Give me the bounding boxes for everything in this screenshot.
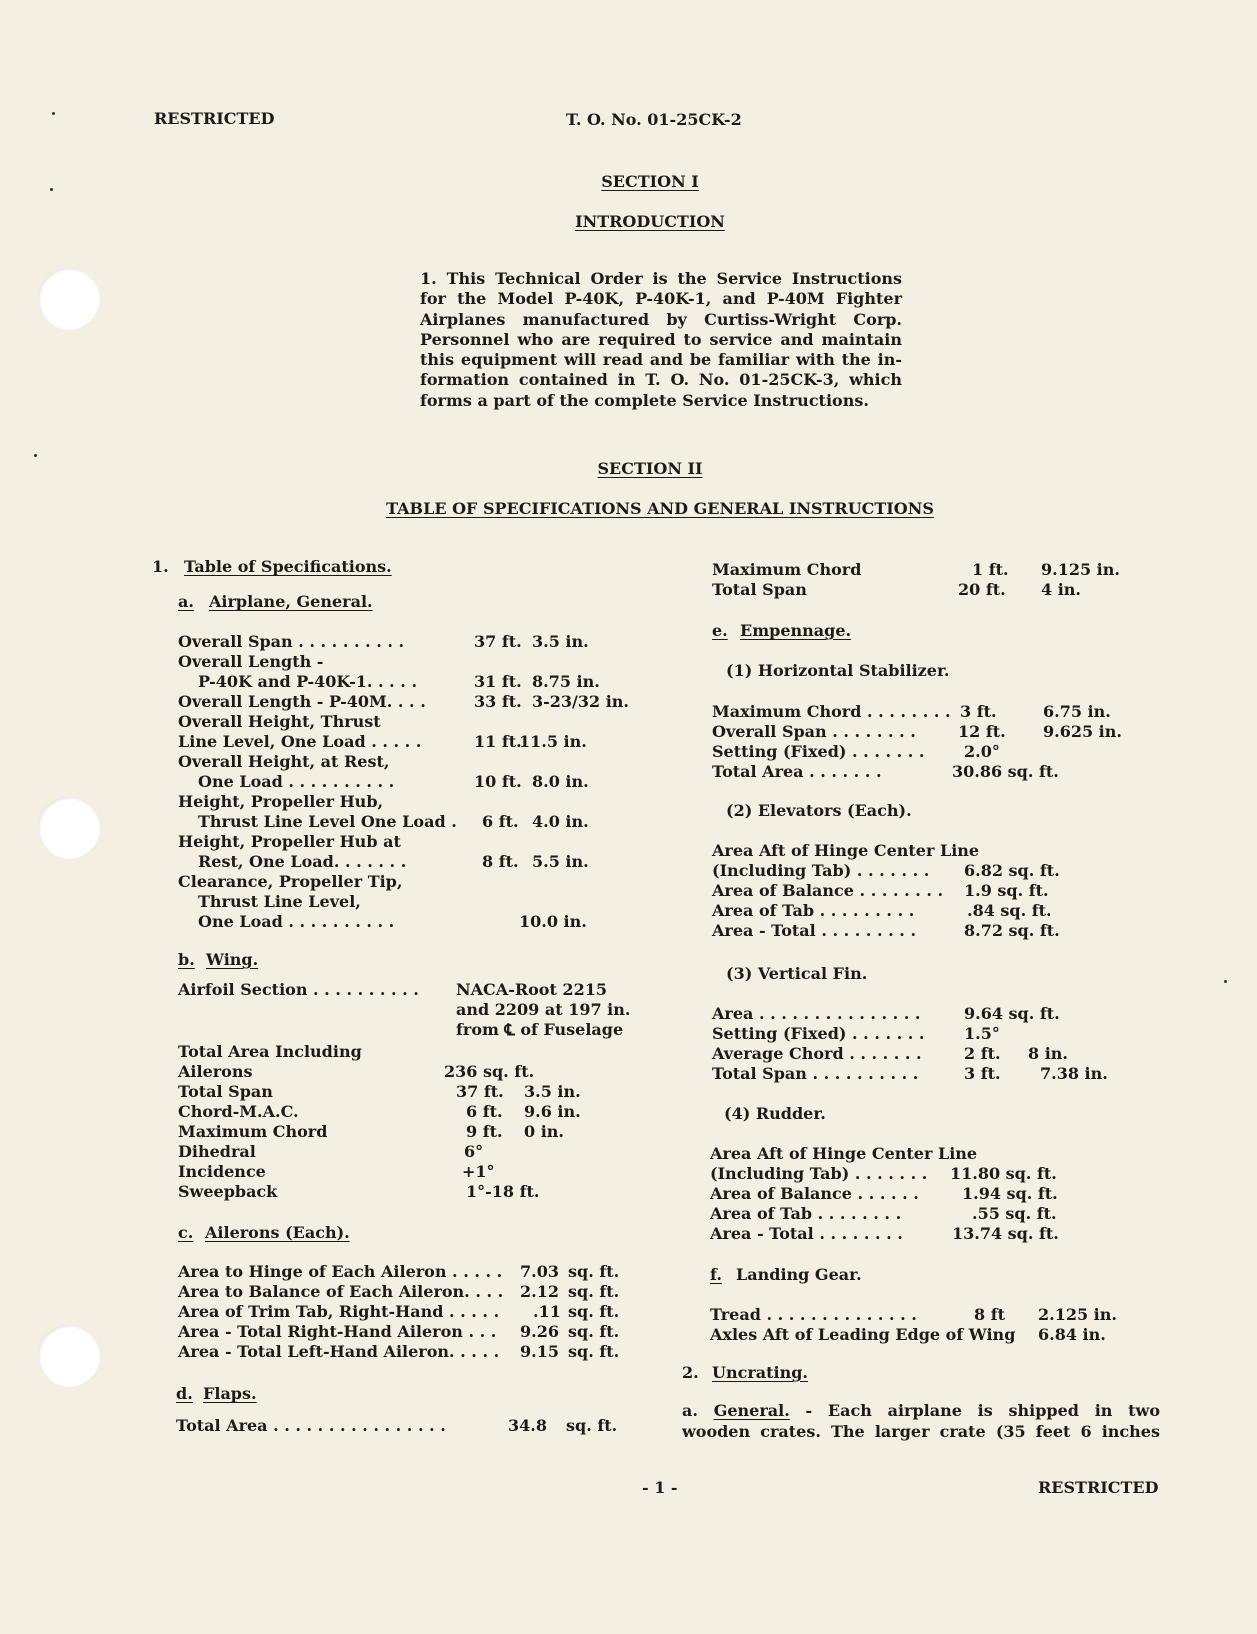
spec-value: 6.84 in. [1038,1325,1106,1344]
ink-speck [1224,980,1227,983]
spec-unit: sq. ft. [568,1302,620,1321]
spec-value: 7.38 in. [1040,1064,1108,1083]
spec-row [712,762,1132,782]
spec-label: (Including Tab) . . . . . . . [710,1164,928,1183]
uncrating-title: Uncrating. [712,1363,808,1382]
spec-row [178,1102,618,1122]
spec-f-title: Landing Gear. [736,1265,862,1284]
spec-label: Average Chord . . . . . . . [712,1044,922,1063]
spec-row [710,1305,1140,1325]
spec-e-letter: e. [712,621,728,640]
spec-d-title: Flaps. [203,1384,257,1403]
spec-label: Overall Length - P-40M. . . . [178,692,426,711]
header-restricted: RESTRICTED [154,109,275,128]
spec-b-title: Wing. [206,950,259,969]
spec-value: from ℄ of Fuselage [456,1020,624,1039]
spec-value: 13.74 sq. ft. [952,1224,1059,1243]
spec-unit: sq. ft. [568,1322,620,1341]
spec-value: 236 sq. ft. [444,1062,535,1081]
uncrating-paragraph [682,1400,1160,1442]
ink-speck [52,112,55,115]
spec-label: Maximum Chord [178,1122,328,1141]
spec-row [178,872,618,892]
spec-label: Ailerons [178,1062,253,1081]
intro-line: Airplanes manufactured by Curtiss-Wright Corp. [420,309,902,329]
spec-c-title: Ailerons (Each). [205,1223,350,1242]
spec-row [176,1416,626,1436]
intro-line: this equipment will read and be familiar with the in- [420,350,902,370]
uncrating-a-title: General. [713,1401,790,1420]
spec-row [178,1042,618,1062]
spec-value: 4.0 in. [532,812,589,831]
spec-value: 31 ft. [474,672,522,691]
spec-value: 8 in. [1028,1044,1068,1063]
spec-label: Thrust Line Level, [198,892,361,911]
spec-value: 7.03 [520,1262,559,1281]
spec-label: One Load . . . . . . . . . . [198,912,395,931]
section-1-title: INTRODUCTION [575,212,725,231]
spec-value: 1°-18 ft. [466,1182,540,1201]
spec-row [178,812,618,832]
spec-value: .11 [533,1302,561,1321]
punch-hole [38,1325,100,1387]
spec-value: .55 sq. ft. [972,1204,1057,1223]
spec-value: 9.6 in. [524,1102,581,1121]
spec-label: Total Span [178,1082,273,1101]
spec-row [178,1282,628,1302]
spec-value: 1.94 sq. ft. [962,1184,1058,1203]
spec-label: Area of Balance . . . . . . [710,1184,919,1203]
spec-label: Overall Height, Thrust [178,712,381,731]
spec-label: Dihedral [178,1142,256,1161]
spec-value: 8.72 sq. ft. [964,921,1060,940]
vertical-fin-title: (3) Vertical Fin. [726,964,868,983]
spec-label: Maximum Chord [712,560,862,579]
spec-row [712,1064,1132,1084]
spec-row [712,1004,1132,1024]
spec-label: Total Span . . . . . . . . . . [712,1064,919,1083]
spec-value: 5.5 in. [532,852,589,871]
spec-row [178,1162,618,1182]
spec-row [178,712,618,732]
spec-row [178,912,618,932]
spec-unit: sq. ft. [568,1342,620,1361]
footer-restricted: RESTRICTED [1038,1478,1159,1497]
spec-label: Tread . . . . . . . . . . . . . . [710,1305,917,1324]
spec-row [178,1000,638,1020]
spec-value: 34.8 [508,1416,547,1435]
spec-row [710,1164,1130,1184]
spec-row [712,742,1132,762]
spec-row [178,1020,638,1040]
spec-value: 20 ft. [958,580,1006,599]
spec-row [178,752,618,772]
spec-row [712,841,1132,861]
uncrating-a-text: - Each airplane is shipped in two [789,1401,1160,1420]
spec-value: 33 ft. [474,692,522,711]
spec-label: Area Aft of Hinge Center Line [710,1144,978,1163]
intro-line: forms a part of the complete Service Instructions. [420,390,869,410]
spec-value: 2.0° [964,742,1000,761]
spec-label: Airfoil Section . . . . . . . . . . [178,980,419,999]
spec-label: Area Aft of Hinge Center Line [712,841,980,860]
spec-row [178,1322,628,1342]
punch-hole [38,268,100,330]
uncrating-a-letter: a. [682,1401,698,1420]
spec-row [178,852,618,872]
punch-hole [38,797,100,859]
spec-label: Height, Propeller Hub at [178,832,401,851]
spec-label: Setting (Fixed) . . . . . . . [712,742,925,761]
spec-value: 6 ft. [482,812,519,831]
spec-value: 1.5° [964,1024,1000,1043]
spec-value: 4 in. [1041,580,1081,599]
page-number: - 1 - [642,1478,678,1497]
spec-label: Thrust Line Level One Load . [198,812,457,831]
spec-row [178,1142,618,1162]
spec-label: Axles Aft of Leading Edge of Wing [710,1325,1016,1344]
spec-row [712,881,1132,901]
spec-row [178,792,618,812]
spec-row [710,1325,1140,1345]
spec-b-letter: b. [178,950,195,969]
spec-a-title: Airplane, General. [209,592,373,611]
spec-value: 2 ft. [964,1044,1001,1063]
spec-e-title: Empennage. [740,621,852,640]
spec-number: 1. [152,557,169,576]
spec-row [178,1062,618,1082]
spec-value: NACA-Root 2215 [456,980,607,999]
spec-value: 6.75 in. [1043,702,1111,721]
spec-row [712,702,1132,722]
spec-value: 9.26 [520,1322,559,1341]
spec-label: Area - Total . . . . . . . . [710,1224,903,1243]
spec-label: Line Level, One Load . . . . . [178,732,422,751]
rudder-title: (4) Rudder. [724,1104,826,1123]
spec-label: Area - Total Right-Hand Aileron . . . [178,1322,497,1341]
spec-row [178,632,618,652]
spec-value: 11.80 sq. ft. [950,1164,1057,1183]
spec-c-letter: c. [178,1223,194,1242]
spec-label: Overall Length - [178,652,324,671]
intro-line: Personnel who are required to service and maintain [420,329,902,349]
spec-row [178,772,618,792]
spec-row [178,692,638,712]
spec-label: (Including Tab) . . . . . . . [712,861,930,880]
spec-value: 1 ft. [972,560,1009,579]
spec-value: 11 ft. [474,732,522,751]
spec-label: Area of Trim Tab, Right-Hand . . . . . [178,1302,500,1321]
spec-row [712,560,1132,580]
spec-label: P-40K and P-40K-1. . . . . [198,672,418,691]
spec-value: 11.5 in. [519,732,587,751]
ink-speck [34,454,37,457]
spec-unit: sq. ft. [568,1262,620,1281]
spec-value: 37 ft. [474,632,522,651]
spec-value: 3.5 in. [532,632,589,651]
spec-row [178,1302,628,1322]
spec-value: 2.125 in. [1038,1305,1117,1324]
spec-label: Area of Tab . . . . . . . . [710,1204,902,1223]
spec-label: One Load . . . . . . . . . . [198,772,395,791]
spec-label: Total Area . . . . . . . . . . . . . . . . [176,1416,446,1435]
spec-row [178,892,618,912]
spec-label: Setting (Fixed) . . . . . . . [712,1024,925,1043]
spec-row [178,1182,618,1202]
spec-value: 3 ft. [964,1064,1001,1083]
spec-value: 10 ft. [474,772,522,791]
spec-value: 30.86 sq. ft. [952,762,1059,781]
spec-label: Area . . . . . . . . . . . . . . . [712,1004,921,1023]
spec-row [178,832,618,852]
spec-value: 9 ft. [466,1122,503,1141]
spec-label: Area to Balance of Each Aileron. . . . [178,1282,504,1301]
spec-value: 8 ft. [482,852,519,871]
spec-row [712,901,1132,921]
spec-d-letter: d. [176,1384,193,1403]
ink-speck [50,188,53,191]
intro-line: 1. This Technical Order is the Service Instructions [420,269,902,288]
spec-value: 3.5 in. [524,1082,581,1101]
spec-a-letter: a. [178,592,194,611]
spec-row [710,1144,1130,1164]
spec-label: Area of Balance . . . . . . . . [712,881,944,900]
spec-row [178,672,618,692]
spec-label: Total Span [712,580,807,599]
spec-value: 8 ft [974,1305,1005,1324]
section-2-title: TABLE OF SPECIFICATIONS AND GENERAL INSTRUCTIONS [386,499,934,518]
spec-label: Area - Total . . . . . . . . . [712,921,917,940]
spec-label: Area to Hinge of Each Aileron . . . . . [178,1262,503,1281]
spec-value: and 2209 at 197 in. [456,1000,631,1019]
spec-label: Area of Tab . . . . . . . . . [712,901,915,920]
horizontal-stabilizer-title: (1) Horizontal Stabilizer. [726,661,950,680]
spec-label: Height, Propeller Hub, [178,792,384,811]
spec-label: Total Area Including [178,1042,362,1061]
introduction-paragraph [420,269,902,411]
spec-label: Sweepback [178,1182,278,1201]
spec-value: 9.15 [520,1342,559,1361]
uncrating-line: wooden crates. The larger crate (35 feet 6 inches [682,1422,1160,1441]
spec-value: 2.12 [520,1282,559,1301]
spec-label: Overall Height, at Rest, [178,752,390,771]
spec-value: 6° [464,1142,484,1161]
uncrating-number: 2. [682,1363,699,1382]
spec-label: Total Area . . . . . . . [712,762,882,781]
spec-value: 9.125 in. [1041,560,1120,579]
spec-value: 3 ft. [960,702,997,721]
spec-unit: sq. ft. [566,1416,618,1435]
spec-row [178,1122,618,1142]
spec-value: 9.625 in. [1043,722,1122,741]
spec-row [712,921,1132,941]
spec-title: Table of Specifications. [184,557,392,576]
spec-row [178,1082,618,1102]
spec-value: 8.0 in. [532,772,589,791]
spec-value: 37 ft. [456,1082,504,1101]
spec-value: 0 in. [524,1122,564,1141]
spec-row [710,1204,1130,1224]
spec-row [710,1224,1130,1244]
spec-unit: sq. ft. [568,1282,620,1301]
spec-row [712,861,1132,881]
spec-row [712,722,1132,742]
intro-line: formation contained in T. O. No. 01-25CK-3, which [420,370,902,390]
spec-row [712,580,1132,600]
elevators-title: (2) Elevators (Each). [726,801,912,820]
spec-label: Area - Total Left-Hand Aileron. . . . . [178,1342,500,1361]
spec-row [178,980,638,1000]
spec-value: 1.9 sq. ft. [964,881,1049,900]
spec-label: Chord-M.A.C. [178,1102,299,1121]
spec-value: 9.64 sq. ft. [964,1004,1060,1023]
spec-row [712,1044,1132,1064]
spec-value: .84 sq. ft. [967,901,1052,920]
spec-row [178,732,618,752]
spec-value: 12 ft. [958,722,1006,741]
section-1-heading: SECTION I [601,172,699,191]
spec-label: Incidence [178,1162,266,1181]
spec-row [712,1024,1132,1044]
spec-label: Overall Span . . . . . . . . [712,722,916,741]
spec-value: 6 ft. [466,1102,503,1121]
header-to-number: T. O. No. 01-25CK-2 [566,110,742,129]
spec-row [178,1262,628,1282]
spec-value: 8.75 in. [532,672,600,691]
spec-row [710,1184,1130,1204]
spec-value: 6.82 sq. ft. [964,861,1060,880]
spec-value: 3-23/32 in. [532,692,629,711]
spec-label: Overall Span . . . . . . . . . . [178,632,405,651]
section-2-heading: SECTION II [597,459,703,478]
spec-label: Maximum Chord . . . . . . . . [712,702,951,721]
spec-f-letter: f. [710,1265,722,1284]
spec-value: 10.0 in. [519,912,587,931]
spec-label: Clearance, Propeller Tip, [178,872,403,891]
spec-value: +1° [462,1162,495,1181]
spec-label: Rest, One Load. . . . . . . [198,852,407,871]
spec-row [178,652,618,672]
intro-line: for the Model P-40K, P-40K-1, and P-40M Fighter [420,289,902,309]
spec-row [178,1342,628,1362]
uncrating-line [682,1400,1160,1421]
